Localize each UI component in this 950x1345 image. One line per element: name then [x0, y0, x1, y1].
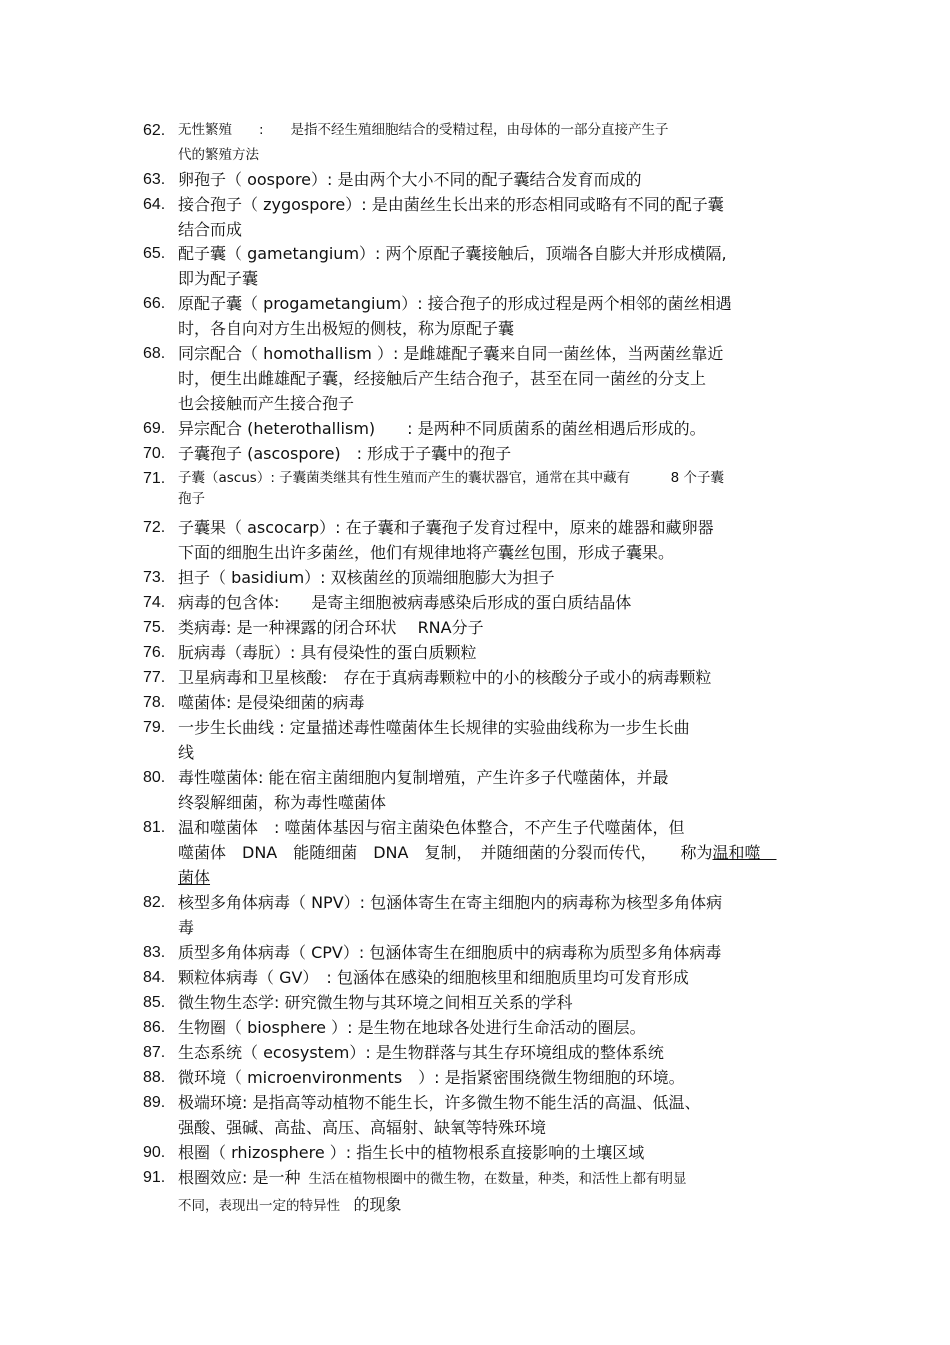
entry-number: 84. — [143, 969, 166, 986]
entry-84 — [143, 965, 823, 990]
entry-line: 孢子 — [178, 491, 205, 507]
entry-70 — [143, 441, 823, 466]
entry-87 — [143, 1040, 823, 1065]
entry-line: 温和噬菌体 : 噬菌体基因与宿主菌染色体整合，不产生子代噬菌体，但 — [178, 818, 685, 837]
entry-line: 一步生长曲线 : 定量描述毒性噬菌体生长规律的实验曲线称为一步生长曲 — [178, 718, 690, 737]
entry-73 — [143, 565, 823, 590]
entry-line: 子囊孢子 (ascospore) : 形成于子囊中的孢子 — [178, 444, 512, 463]
entry-85 — [143, 990, 823, 1015]
entry-83 — [143, 940, 823, 965]
entry-65 — [143, 241, 823, 291]
entry-number: 68. — [143, 345, 166, 362]
entry-line: 病毒的包含体: 是寄主细胞被病毒感染后形成的蛋白质结晶体 — [178, 593, 632, 612]
entry-line: 担子（ basidium）: 双核菌丝的顶端细胞膨大为担子 — [178, 568, 555, 587]
entry-line: 配子囊（ gametangium）: 两个原配子囊接触后，顶端各自膨大并形成横隔, — [178, 244, 727, 263]
entry-62 — [143, 118, 823, 168]
entry-91 — [143, 1165, 823, 1219]
entry-number: 82. — [143, 894, 166, 911]
entry-line: 颗粒体病毒（ GV） : 包涵体在感染的细胞核里和细胞质里均可发育形成 — [178, 968, 689, 987]
entry-63 — [143, 167, 823, 192]
entry-line-text: 的现象 — [353, 1195, 402, 1214]
entry-line: 代的繁殖方法 — [178, 147, 259, 163]
entry-71 — [143, 466, 823, 507]
entry-line: 朊病毒（毒朊）: 具有侵染性的蛋白质颗粒 — [178, 643, 477, 662]
entry-number: 73. — [143, 569, 166, 586]
entry-number: 71. — [143, 470, 166, 487]
entry-line — [178, 840, 823, 865]
entry-68 — [143, 341, 823, 416]
entry-number: 75. — [143, 619, 166, 636]
entry-number: 63. — [143, 171, 166, 188]
entry-66 — [143, 291, 823, 341]
entry-number: 74. — [143, 594, 166, 611]
entry-76 — [143, 640, 823, 665]
entry-line: 极端环境: 是指高等动植物不能生长，许多微生物不能生活的高温、低温、 — [178, 1093, 701, 1112]
entry-line: 根圈（ rhizosphere ）: 指生长中的植物根系直接影响的土壤区域 — [178, 1143, 645, 1162]
entry-78 — [143, 690, 823, 715]
entry-line: 线 — [178, 743, 195, 762]
underlined-term: 温和噬 — [712, 843, 777, 862]
entry-line: 生物圈（ biosphere ）: 是生物在地球各处进行生命活动的圈层。 — [178, 1018, 646, 1037]
entry-number: 87. — [143, 1044, 166, 1061]
entry-line: 同宗配合（ homothallism ）: 是雌雄配子囊来自同一菌丝体，当两菌丝靠近 — [178, 344, 724, 363]
entry-number: 86. — [143, 1019, 166, 1036]
entry-line: 微生物生态学: 研究微生物与其环境之间相互关系的学科 — [178, 993, 573, 1012]
entry-number: 70. — [143, 445, 166, 462]
entry-line: 子囊（ascus）: 子囊菌类继其有性生殖而产生的囊状器官，通常在其中藏有 8 个子囊 — [178, 470, 725, 486]
entry-line: 终裂解细菌，称为毒性噬菌体 — [178, 793, 387, 812]
entry-77 — [143, 665, 823, 690]
entry-line-text: 不同，表现出一定的特异性 — [178, 1198, 354, 1214]
entry-86 — [143, 1015, 823, 1040]
entry-line: 质型多角体病毒（ CPV）: 包涵体寄生在细胞质中的病毒称为质型多角体病毒 — [178, 943, 722, 962]
entry-75 — [143, 615, 823, 640]
entry-79 — [143, 715, 823, 765]
entry-line: 下面的细胞生出许多菌丝，他们有规律地将产囊丝包围，形成子囊果。 — [178, 543, 675, 562]
entry-number: 88. — [143, 1069, 166, 1086]
entry-81 — [143, 815, 823, 890]
entry-line: 卫星病毒和卫星核酸: 存在于真病毒颗粒中的小的核酸分子或小的病毒颗粒 — [178, 668, 712, 687]
entry-number: 81. — [143, 819, 166, 836]
entry-line — [178, 865, 823, 890]
entry-number: 79. — [143, 719, 166, 736]
entry-number: 89. — [143, 1094, 166, 1111]
entry-number: 78. — [143, 694, 166, 711]
entry-number: 66. — [143, 295, 166, 312]
entry-line — [178, 1192, 823, 1219]
entry-line: 生态系统（ ecosystem）: 是生物群落与其生存环境组成的整体系统 — [178, 1043, 664, 1062]
entry-80 — [143, 765, 823, 815]
underlined-term: 菌体 — [178, 868, 211, 887]
entry-line — [178, 1165, 823, 1192]
entry-line: 接合孢子（ zygospore）: 是由菌丝生长出来的形态相同或略有不同的配子囊 — [178, 195, 724, 214]
entry-line: 毒 — [178, 918, 195, 937]
entry-line: 核型多角体病毒（ NPV）: 包涵体寄生在寄主细胞内的病毒称为核型多角体病 — [178, 893, 723, 912]
entry-line-text: 噬菌体 DNA 能随细菌 DNA 复制， 并随细菌的分裂而传代， 称为 — [178, 843, 713, 862]
entry-69 — [143, 416, 823, 441]
entry-64 — [143, 192, 823, 242]
entry-number: 85. — [143, 994, 166, 1011]
entry-line-text: 根圈效应: 是一种 — [178, 1168, 301, 1187]
entry-number: 90. — [143, 1144, 166, 1161]
entry-line: 卵孢子（ oospore）: 是由两个大小不同的配子囊结合发育而成的 — [178, 170, 642, 189]
entry-72 — [143, 515, 823, 565]
entry-number: 69. — [143, 420, 166, 437]
entry-line: 异宗配合 (heterothallism) : 是两种不同质菌系的菌丝相遇后形成的。 — [178, 419, 706, 438]
entry-number: 65. — [143, 245, 166, 262]
entry-line: 即为配子囊 — [178, 269, 259, 288]
entry-line-text: 生活在植物根圈中的微生物，在数量，种类，和活性上都有明显 — [308, 1171, 687, 1187]
entry-line: 时，各自向对方生出极短的侧枝，称为原配子囊 — [178, 319, 515, 338]
entry-number: 80. — [143, 769, 166, 786]
entry-number: 83. — [143, 944, 166, 961]
entry-number: 72. — [143, 519, 166, 536]
entry-line: 类病毒: 是一种裸露的闭合环状 RNA分子 — [178, 618, 484, 637]
entry-line: 噬菌体: 是侵染细菌的病毒 — [178, 693, 365, 712]
entry-90 — [143, 1140, 823, 1165]
entry-82 — [143, 890, 823, 940]
entry-line: 结合而成 — [178, 220, 243, 239]
entry-line: 时，便生出雌雄配子囊，经接触后产生结合孢子，甚至在同一菌丝的分支上 — [178, 369, 707, 388]
entry-number: 77. — [143, 669, 166, 686]
entry-89 — [143, 1090, 823, 1140]
entry-line: 子囊果（ ascocarp）: 在子囊和子囊孢子发育过程中，原来的雄器和藏卵器 — [178, 518, 714, 537]
entry-number: 91. — [143, 1169, 166, 1186]
entry-line: 强酸、强碱、高盐、高压、高辐射、缺氧等特殊环境 — [178, 1118, 547, 1137]
entry-74 — [143, 590, 823, 615]
entry-88 — [143, 1065, 823, 1090]
entry-line: 微环境（ microenvironments ）: 是指紧密围绕微生物细胞的环境。 — [178, 1068, 685, 1087]
entry-number: 62. — [143, 122, 166, 139]
entry-number: 64. — [143, 196, 166, 213]
entry-line: 原配子囊（ progametangium）: 接合孢子的形成过程是两个相邻的菌丝相遇 — [178, 294, 732, 313]
entry-line: 也会接触而产生接合孢子 — [178, 394, 355, 413]
entry-line: 无性繁殖 : 是指不经生殖细胞结合的受精过程，由母体的一部分直接产生子 — [178, 122, 669, 138]
entry-number: 76. — [143, 644, 166, 661]
entry-line: 毒性噬菌体: 能在宿主菌细胞内复制增殖，产生许多子代噬菌体，并最 — [178, 768, 669, 787]
